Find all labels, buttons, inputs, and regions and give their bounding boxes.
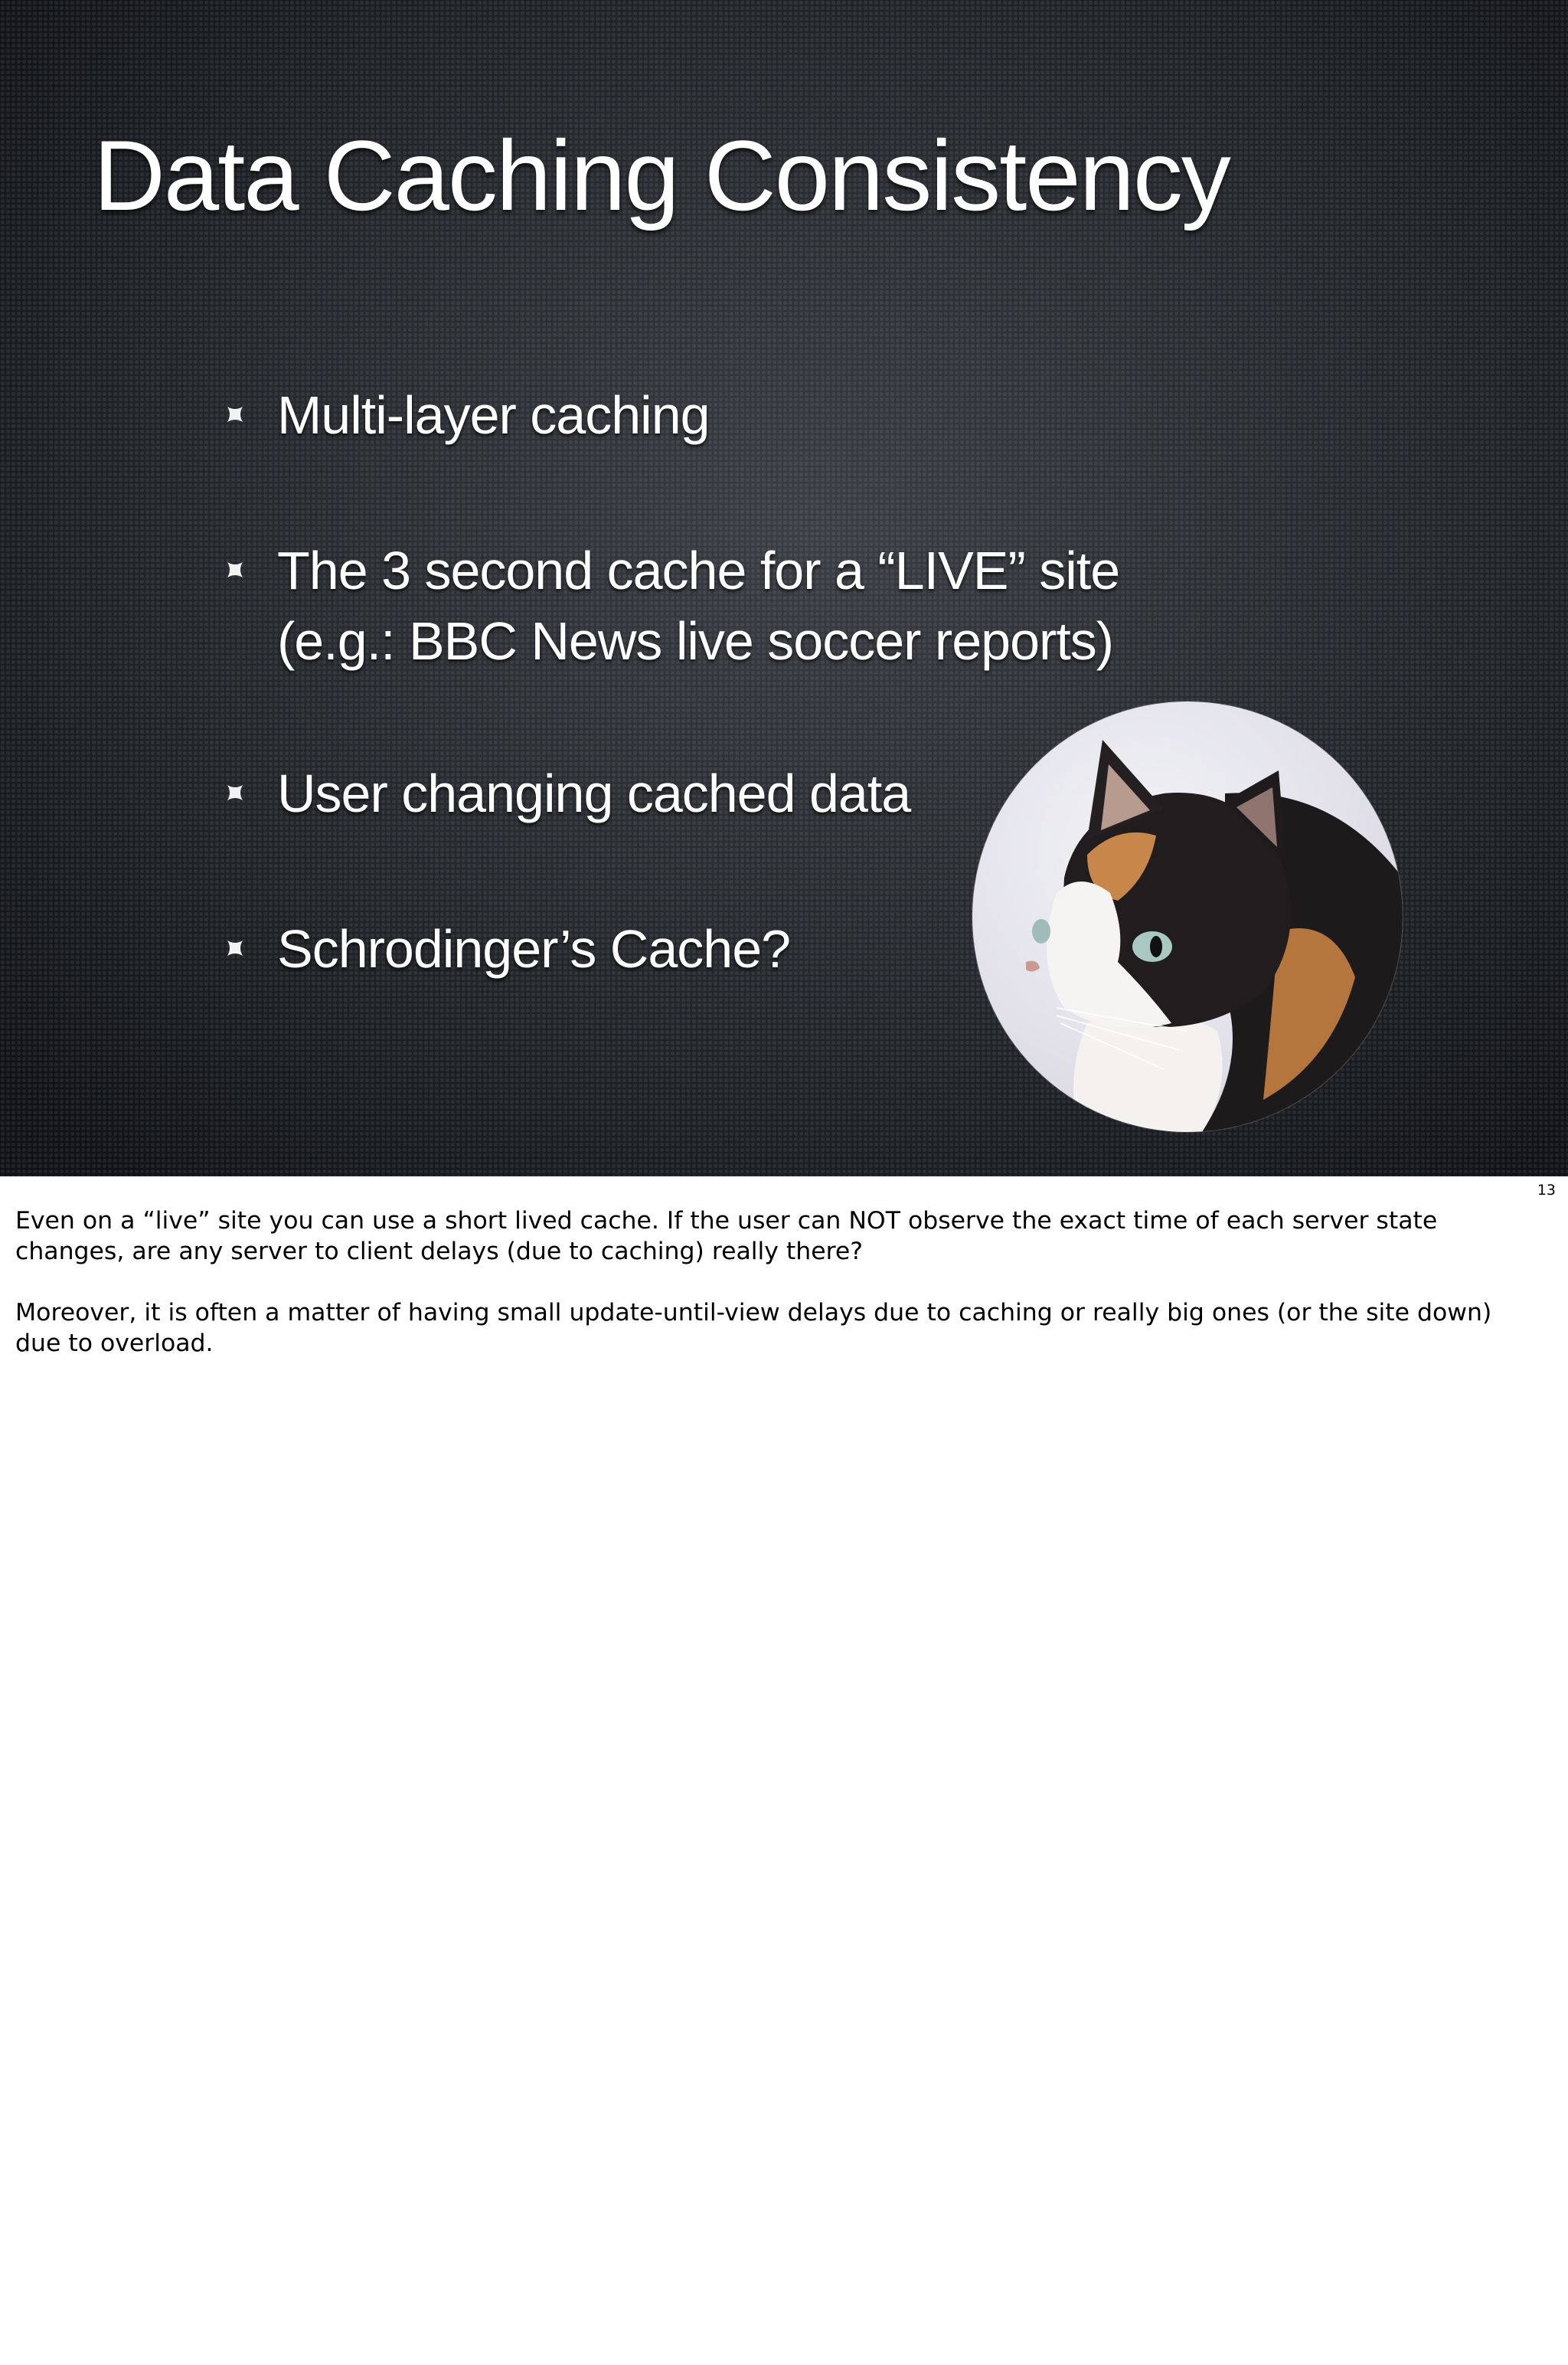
bullet-text: The 3 second cache for a “LIVE” site bbox=[277, 541, 1120, 600]
bullet-text: Schrodinger’s Cache? bbox=[277, 919, 791, 979]
slide-title: Data Caching Consistency bbox=[93, 119, 1230, 231]
bullet-item bbox=[222, 380, 710, 450]
notes-paragraph: Even on a “live” site you can use a short lived cache. If the user can NOT observe the exact time of each server state changes, are any server to client delays (due to caching) really there? bbox=[15, 1207, 1438, 1265]
slide bbox=[0, 0, 1568, 1176]
bullet-text: (e.g.: BBC News live soccer reports) bbox=[277, 611, 1114, 671]
bullet-text: Multi-layer caching bbox=[277, 385, 710, 445]
bullet-text: User changing cached data bbox=[277, 764, 911, 823]
bullet-item bbox=[222, 914, 790, 984]
bullet-marker-icon bbox=[225, 938, 245, 958]
bullet-marker-icon bbox=[225, 783, 245, 803]
notes-paragraph: Moreover, it is often a matter of having small update-until-view delays due to caching or really big ones (or the site down) due to overload. bbox=[15, 1299, 1492, 1357]
cat-photo-icon bbox=[972, 702, 1403, 1132]
bullet-marker-icon bbox=[225, 404, 245, 424]
page-number: 13 bbox=[1537, 1182, 1556, 1199]
bullet-item bbox=[222, 535, 1119, 676]
bullet-item bbox=[222, 758, 910, 829]
bullet-marker-icon bbox=[225, 560, 245, 580]
speaker-notes bbox=[15, 1205, 1516, 1389]
calico-cat-photo bbox=[972, 702, 1403, 1132]
